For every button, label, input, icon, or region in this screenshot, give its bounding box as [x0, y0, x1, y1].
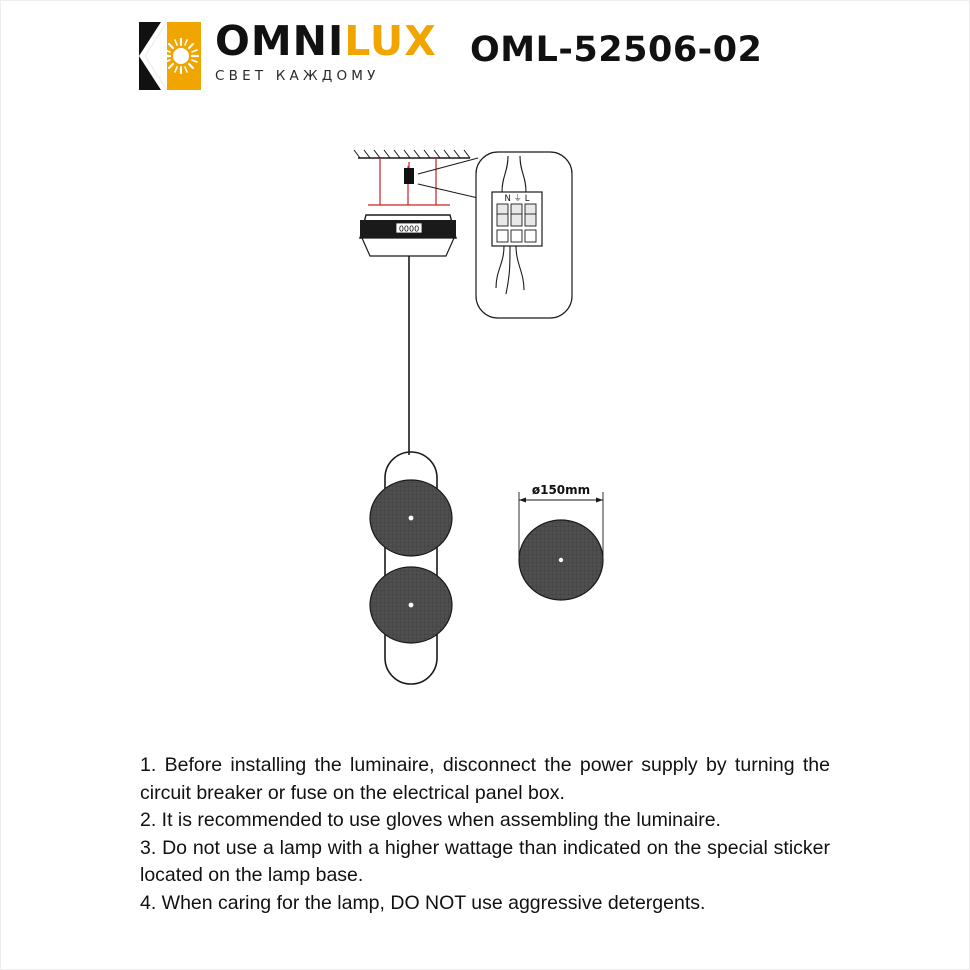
brand-wordmark	[215, 18, 445, 84]
disc-shade-lower	[370, 567, 452, 643]
svg-text:0000: 0000	[398, 224, 420, 234]
instructions-list	[140, 752, 830, 917]
brand-logo	[131, 18, 451, 94]
instruction-item-3: 3. Do not use a lamp with a higher wattage than indicated on the special sticker located on the lamp base.	[140, 836, 830, 886]
omnilux-sunburst-logo	[131, 20, 203, 92]
detail-callout-leader	[418, 158, 478, 198]
brand-name-lux: LUX	[344, 17, 437, 65]
dimension-label: ø150mm	[531, 483, 591, 497]
instruction-item-4: 4. When caring for the lamp, DO NOT use aggressive detergents.	[140, 891, 706, 914]
terminal-labels: N ⏚ L	[504, 194, 530, 204]
brand-name	[215, 18, 445, 64]
instruction-item-2: 2. It is recommended to use gloves when assembling the luminaire.	[140, 809, 721, 831]
disc-shade-upper	[370, 480, 452, 556]
terminal-block-detail	[476, 152, 572, 318]
ceiling-surface	[354, 150, 470, 158]
canopy	[360, 215, 456, 256]
brand-tagline: СВЕТ КАЖДОМУ	[215, 68, 380, 84]
header	[0, 8, 970, 100]
model-code: OML-52506-02	[470, 30, 763, 70]
connector-box	[404, 162, 414, 184]
brand-name-omni: OMNI	[215, 17, 345, 65]
dimension-view	[519, 483, 603, 600]
assembly-diagram	[0, 110, 970, 730]
instruction-item-1: 1. Before installing the luminaire, disconnect the power supply by turning the circuit breaker or fuse on the electrical panel box.	[140, 754, 830, 804]
